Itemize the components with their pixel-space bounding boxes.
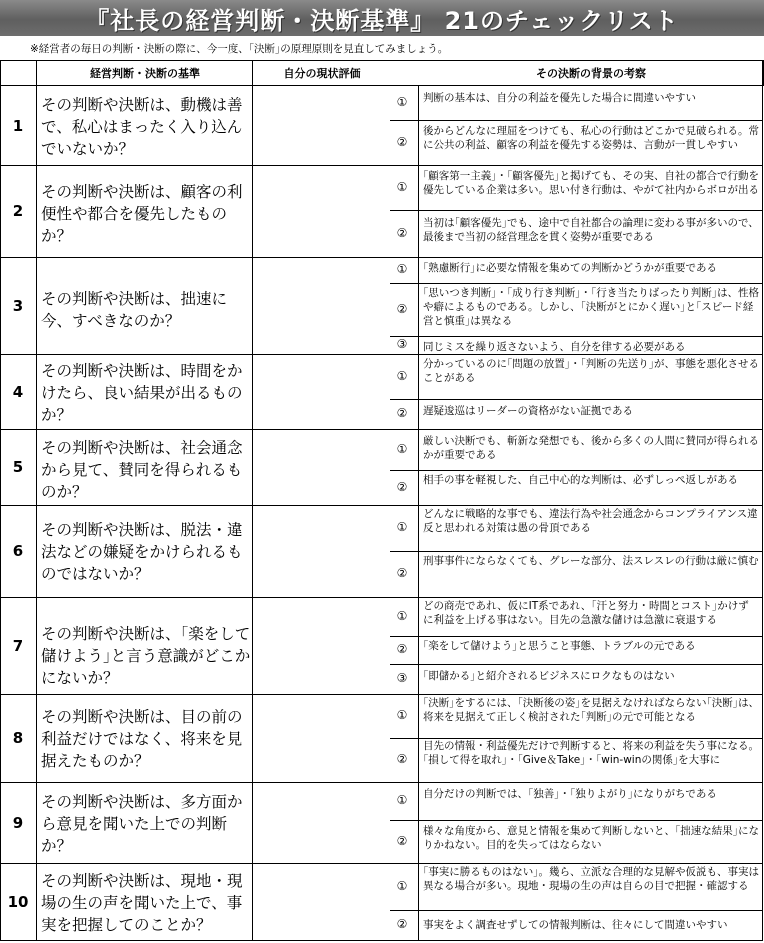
background-text: ｢楽をして儲けよう｣と思うこと事態、トラブルの元である: [423, 640, 696, 652]
item-number: ②: [396, 642, 408, 656]
header-background: その決断の背景の考察: [536, 67, 646, 80]
column-divider: [36, 60, 37, 940]
row-number: 7: [12, 636, 24, 655]
self-eval-cell[interactable]: [253, 598, 390, 694]
item-number: ②: [396, 225, 408, 240]
item-number: ②: [396, 917, 408, 931]
item-divider: [390, 551, 763, 552]
self-eval-cell[interactable]: [253, 258, 390, 354]
background-text: ｢決断｣をするには、｢決断後の姿｣を見据えなければならない｢決断｣は、将来を見据えて正しく検討された｢判断｣の元で可能となる: [423, 697, 759, 723]
background-text: 様々な角度から、意見と情報を集めて判断しないと、｢拙速な結果｣になりかねない。目的を失ってはならない: [423, 825, 759, 851]
item-divider: [390, 283, 763, 284]
item-number: ②: [396, 752, 408, 766]
item-number: ①: [396, 520, 408, 534]
background-text: ｢即儲かる｣と紹介されるビジネスにロクなものはない: [423, 670, 675, 682]
item-divider: [390, 336, 763, 337]
background-text: ｢熟慮断行｣に必要な情報を集めての判断かどうかが重要である: [423, 262, 717, 274]
self-eval-cell[interactable]: [253, 695, 390, 782]
background-text: 目先の情報・利益優先だけで判断すると、将来の利益を失う事になる。｢損して得を取れ｣・｢Give＆Take｣・｢win-winの関係｣を大事に: [423, 740, 759, 766]
item-divider: [390, 820, 763, 821]
background-text: 遅疑逡巡はリーダーの資格がない証拠である: [423, 405, 633, 417]
item-divider: [390, 120, 763, 121]
item-divider: [390, 210, 763, 211]
item-number: ②: [396, 406, 408, 420]
background-text: 判断の基本は、自分の利益を優先した場合に間違いやすい: [423, 92, 696, 104]
table-right-border: [762, 60, 763, 940]
row-number: 2: [12, 202, 24, 220]
background-text: 分かっているのに｢問題の放置｣・｢判断の先送り｣が、事態を悪化させることがある: [423, 358, 759, 384]
background-text: 厳しい決断でも、斬新な発想でも、後から多くの人間に賛同が得られるかが重要である: [423, 435, 759, 461]
item-divider: [390, 399, 763, 400]
criteria-question: その判断や決断は、顧客の利便性や都合を優先したものか？: [41, 183, 243, 245]
item-number: ③: [396, 671, 408, 685]
table-bottom-border: [0, 940, 763, 941]
criteria-question: その判断や決断は、社会通念から見て、賛同を得られるものか？: [41, 439, 243, 501]
title-bar: [0, 0, 764, 36]
item-number: ①: [396, 95, 408, 109]
item-number: ②: [396, 134, 408, 149]
item-number: ①: [396, 441, 408, 456]
item-number: ②: [396, 479, 408, 494]
criteria-question: その判断や決断は、｢楽をして儲けよう｣と言う意識がどこかにないか？: [41, 624, 251, 687]
background-text: 刑事事件にならなくても、グレーな部分、法スレスレの行動は厳に慎む: [423, 555, 759, 567]
row-number: 3: [12, 296, 24, 315]
row-number: 10: [7, 892, 29, 911]
background-text: どんなに戦略的な事でも、違法行為や社会通念からコンプライアンス違反と思われる対策は愚の骨頂である: [423, 508, 758, 534]
row-number: 9: [12, 813, 24, 832]
background-text: 同じミスを繰り返さないよう、自分を律する必要がある: [423, 341, 686, 353]
background-text: 相手の事を軽視した、自己中心的な判断は、必ずしっぺ返しがある: [423, 474, 738, 486]
row-number: 8: [12, 729, 24, 747]
self-eval-cell[interactable]: [253, 166, 390, 257]
background-text: 当初は｢顧客優先｣でも、途中で自社都合の論理に変わる事が多いので、最後まで当初の経営理念を貫く姿勢が重要である: [423, 217, 759, 243]
criteria-question: その判断や決断は、多方面から意見を聞いた上での判断か？: [41, 792, 243, 855]
page-title: 『社長の経営判断・決断基準』 21のチェックリスト: [85, 6, 679, 35]
background-text: 事実をよく調査せずしての情報判断は、往々にして間違いやすい: [423, 919, 728, 931]
item-divider: [390, 664, 763, 665]
row-number: 6: [12, 542, 24, 560]
self-eval-cell[interactable]: [253, 430, 390, 505]
criteria-question: その判断や決断は、時間をかけたら、良い結果が出るものか？: [41, 361, 243, 424]
criteria-question: その判断や決断は、目の前の利益だけではなく、将来を見据えたものか？: [41, 708, 243, 770]
header-criteria: 経営判断・決断の基準: [90, 67, 200, 80]
intro-note: ※経営者の毎日の判断・決断の際に、今一度、｢決断｣の原理原則を見直してみましょう。: [30, 43, 449, 55]
header-self-eval: 自分の現状評価: [283, 67, 361, 80]
background-text: 自分だけの判断では、｢独善｣・｢独りよがり｣になりがちである: [423, 788, 717, 800]
self-eval-cell[interactable]: [253, 506, 390, 597]
item-number: ③: [396, 337, 408, 351]
table-header: [0, 60, 764, 86]
row-number: 4: [12, 382, 24, 401]
item-number: ①: [396, 368, 408, 383]
criteria-question: その判断や決断は、拙速に今、すべきなのか？: [41, 289, 228, 330]
item-number: ①: [396, 793, 408, 807]
background-text: ｢顧客第一主義｣・｢顧客優先｣と掲げても、その実、自社の都合で行動を優先している企業は多い。思い付き行動は、やがて社内からボロが出る: [423, 170, 759, 196]
item-number: ①: [396, 708, 408, 722]
self-eval-cell[interactable]: [253, 355, 390, 429]
item-number: ②: [396, 833, 408, 848]
criteria-question: その判断や決断は、脱法・違法などの嫌疑をかけられるものではないか？: [41, 521, 243, 583]
criteria-question: その判断や決断は、動機は善で、私心はまったく入り込んでいないか？: [41, 95, 243, 158]
item-number: ①: [396, 179, 408, 194]
row-number: 5: [12, 458, 24, 476]
item-divider: [390, 470, 763, 471]
item-number: ②: [396, 566, 408, 580]
row-number: 1: [12, 116, 24, 135]
item-number: ②: [396, 301, 408, 316]
self-eval-cell[interactable]: [253, 783, 390, 863]
background-text: ｢思いつき判断｣・｢成り行き判断｣・｢行き当たりばったり判断｣は、性格や癖によるものである。しかし、｢決断がとにかく遅い｣と｢スピード経営と慎重｣は異なる: [423, 287, 759, 327]
item-number: ①: [396, 608, 408, 623]
self-eval-cell[interactable]: [253, 87, 390, 165]
background-text: どの商売であれ、仮にIT系であれ、｢汗と努力・時間とコスト｣かけずに利益を上げる事はない。目先の急激な儲けは急激に衰退する: [423, 600, 749, 626]
item-divider: [390, 636, 763, 637]
item-number: ①: [396, 262, 408, 276]
item-divider: [390, 910, 763, 911]
column-divider: [418, 86, 419, 940]
criteria-question: その判断や決断は、現地・現場の生の声を聞いた上で、事実を把握してのことか？: [41, 871, 243, 934]
self-eval-cell[interactable]: [253, 864, 390, 940]
background-text: 後からどんなに理屈をつけても、私心の行動はどこかで見破られる。常に公共の利益、顧客の利益を優先する姿勢は、言動が一貫しやすい: [423, 125, 759, 151]
background-text: ｢事実に勝るものはない｣。幾ら、立派な合理的な見解や仮説も、事実は異なる場合が多い。現地・現場の生の声は自らの目で把握・確認する: [423, 866, 759, 892]
item-number: ①: [396, 878, 408, 893]
